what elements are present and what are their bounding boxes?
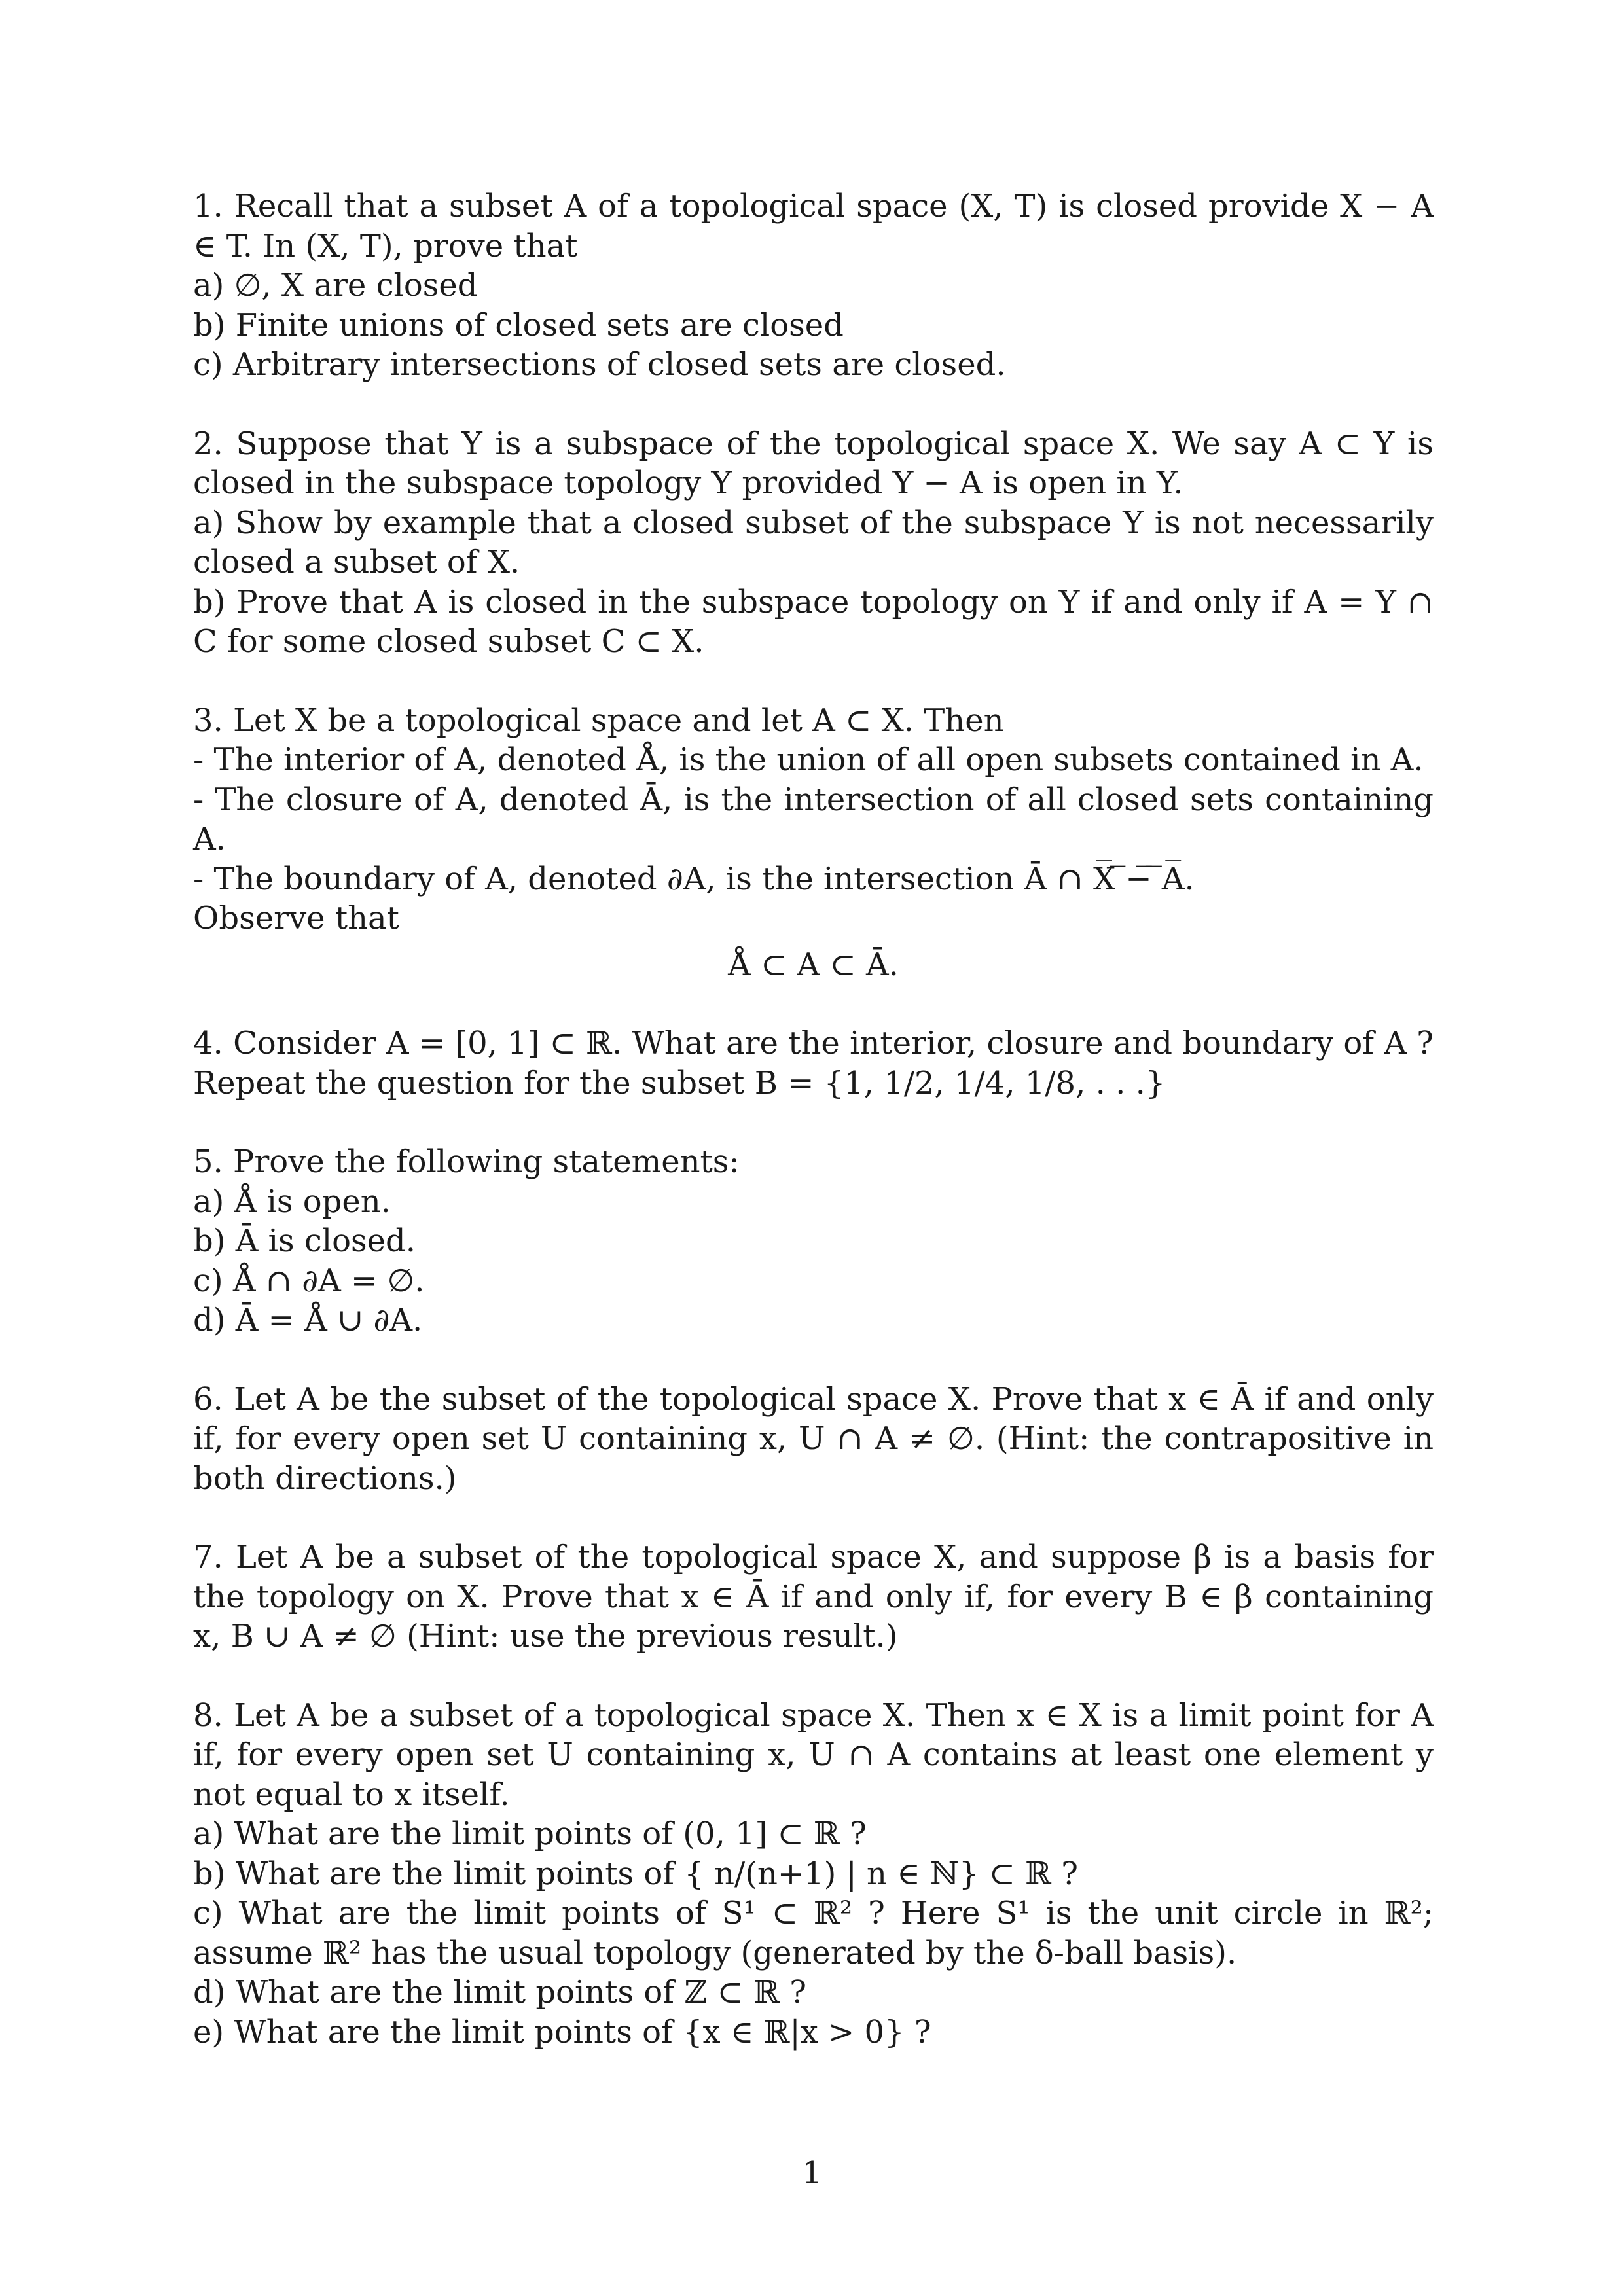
problem-part: a) Show by example that a closed subset of the subspace Y is not necessarily closed a subset of X. (193, 504, 1434, 581)
problem-part: b) Prove that A is closed in the subspace topology on Y if and only if A = Y ∩ C for some closed subset C ⊂ X. (193, 583, 1434, 660)
problem-part: d) What are the limit points of ℤ ⊂ ℝ ? (193, 1974, 806, 2011)
problem-part: b) What are the limit points of { n/(n+1) | n ∈ ℕ} ⊂ ℝ ? (193, 1855, 1079, 1892)
problem-part: c) Arbitrary intersections of closed sets are closed. (193, 346, 1006, 383)
problem-5 (193, 1142, 1434, 1340)
problem-text: 8. Let A be a subset of a topological space X. Then x ∈ X is a limit point for A if, for every open set U containing x, U ∩ A contains at least one element y not equal to x itself. (193, 1696, 1434, 1813)
problem-8 (193, 1696, 1434, 2053)
problem-text: 5. Prove the following statements: (193, 1143, 740, 1180)
problem-part: a) ∅, X are closed (193, 267, 478, 304)
problem-4 (193, 1024, 1434, 1103)
definition-closure: - The closure of A, denoted Ā, is the intersection of all closed sets containing A. (193, 781, 1434, 857)
problem-part: e) What are the limit points of {x ∈ ℝ|x > 0} ? (193, 2013, 931, 2051)
problem-text: 3. Let X be a topological space and let A ⊂ X. Then (193, 702, 1004, 739)
document-body (193, 187, 1434, 2091)
problem-text: 4. Consider A = [0, 1] ⊂ ℝ. What are the interior, closure and boundary of A ? Repeat the question for the subset B = {1, 1/2, 1/4, 1/8, . . .} (193, 1025, 1434, 1102)
problem-part: c) What are the limit points of S¹ ⊂ ℝ² ? Here S¹ is the unit circle in ℝ²; assume ℝ² has the usual topology (generated by the δ-ball basis). (193, 1895, 1434, 1971)
page-number: 1 (802, 2155, 822, 2191)
problem-text: 6. Let A be the subset of the topological space X. Prove that x ∈ Ā if and only if, for every open set U containing x, U ∩ A ≠ ∅. (Hint: the contrapositive in both directions.) (193, 1380, 1434, 1497)
problem-part: b) Ā is closed. (193, 1223, 416, 1259)
problem-part: b) Finite unions of closed sets are closed (193, 306, 844, 344)
problem-text: 1. Recall that a subset A of a topological space (X, T) is closed provide X − A ∈ T. In (X, T), prove that (193, 188, 1434, 264)
observation-text: Observe that (193, 900, 399, 937)
problem-part: a) What are the limit points of (0, 1] ⊂ ℝ ? (193, 1816, 867, 1852)
problem-3 (193, 701, 1434, 985)
problem-part: d) Ā = Å ∪ ∂A. (193, 1302, 423, 1338)
problem-text: 2. Suppose that Y is a subspace of the topological space X. We say A ⊂ Y is closed in the subspace topology Y provided Y − A is open in Y. (193, 425, 1434, 501)
definition-interior: - The interior of A, denoted Å, is the union of all open subsets contained in A. (193, 742, 1424, 778)
problem-6 (193, 1380, 1434, 1499)
problem-text: 7. Let A be a subset of the topological space X, and suppose β is a basis for the topology on X. Prove that x ∈ Ā if and only if, for every B ∈ β containing x, B ∪ A ≠ ∅ (Hint: use the previous result.) (193, 1539, 1434, 1655)
display-equation: Å ⊂ A ⊂ Ā. (728, 946, 899, 983)
problem-part: a) Å is open. (193, 1183, 391, 1220)
problem-7 (193, 1537, 1434, 1657)
problem-2 (193, 424, 1434, 662)
problem-part: c) Å ∩ ∂A = ∅. (193, 1262, 425, 1299)
problem-1 (193, 187, 1434, 385)
definition-boundary: - The boundary of A, denoted ∂A, is the intersection Ā ∩ X̅ ̅−̅ ̅A̅. (193, 860, 1195, 897)
